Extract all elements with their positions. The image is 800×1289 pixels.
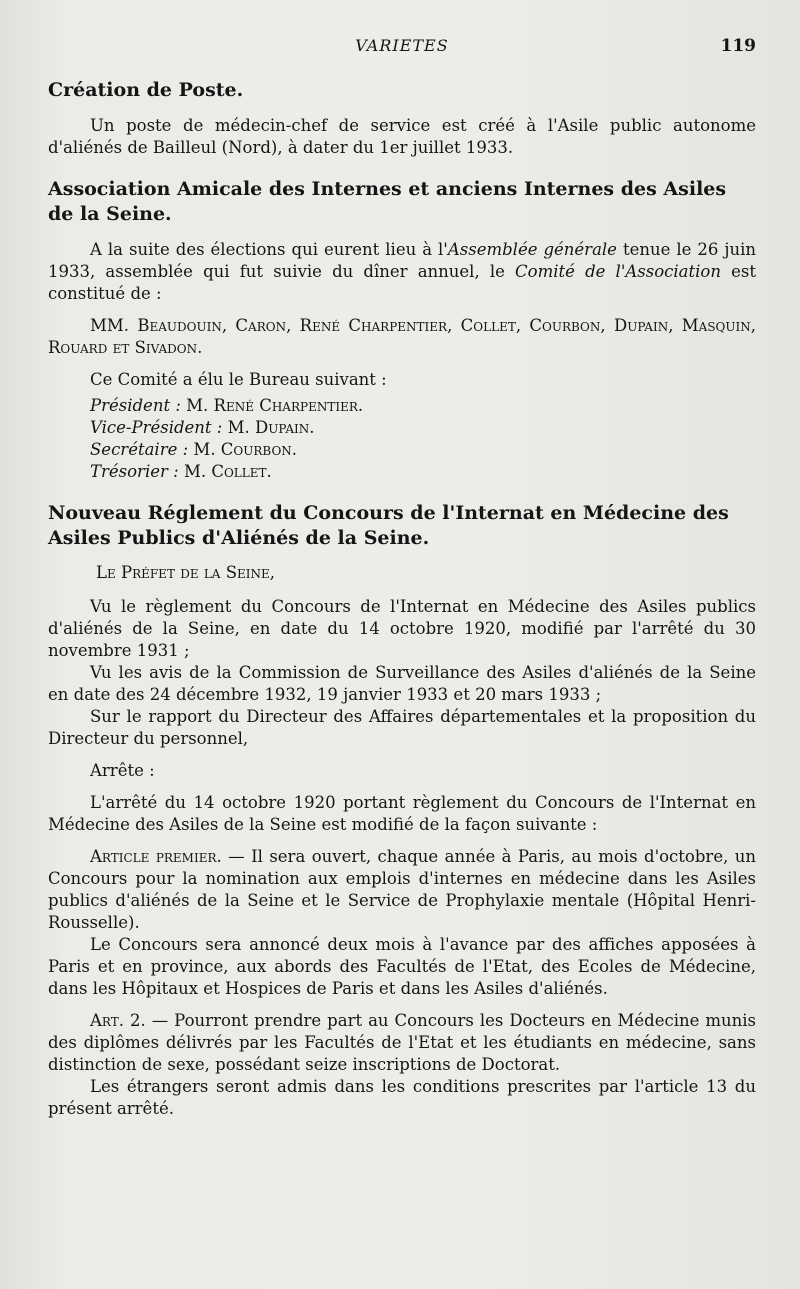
paragraph-rapport: Sur le rapport du Directeur des Affaires départementales et la proposition du Directeur du personnel, — [48, 707, 756, 748]
article-2-label: Art. 2. — [90, 1011, 146, 1030]
article-premier — [48, 846, 756, 934]
article-2 — [48, 1010, 756, 1076]
paragraph-modification: L'arrêté du 14 octobre 1920 portant règlement du Concours de l'Internat en Médecine des Asiles de la Seine est modifié de la façon suivante : — [48, 793, 756, 834]
bureau-entry — [48, 395, 756, 417]
section-title-association: Association Amicale des Internes et anciens Internes des Asiles de la Seine. — [48, 178, 727, 225]
running-title: VARIETES — [355, 36, 449, 55]
prefet-heading: Le Préfet de la Seine, — [96, 563, 276, 582]
bureau-entry — [48, 439, 756, 461]
elections-emphasis-assembly: Assemblée générale — [447, 240, 617, 259]
bureau-role: Vice-Président : — [90, 418, 223, 437]
bureau-name: M. Courbon. — [193, 440, 298, 459]
bureau-role: Trésorier : — [90, 462, 179, 481]
section-title-creation: Création de Poste. — [48, 79, 244, 101]
bureau-intro: Ce Comité a élu le Bureau suivant : — [90, 370, 387, 389]
article-premier-text: — Il sera ouvert, chaque année à Paris, au mois d'octobre, un Concours pour la nomination aux emplois d'internes en médecine dans les Asiles publics d'aliénés de la Seine et le Service de Prophylaxie mentale (Hôpital Henri-Rousselle). — [48, 847, 757, 932]
elections-emphasis-committee: Comité de l'Association — [515, 262, 721, 281]
paragraph-etrangers: Les étrangers seront admis dans les conditions prescrites par l'article 13 du présent arrêté. — [48, 1077, 756, 1118]
paragraph-elections — [48, 239, 756, 305]
bureau-list — [48, 395, 756, 483]
bureau-entry — [48, 461, 756, 483]
running-header — [48, 28, 756, 62]
bureau-name: M. René Charpentier. — [186, 396, 364, 415]
section-title-reglement: Nouveau Réglement du Concours de l'Internat en Médecine des Asiles Publics d'Aliénés de la Seine. — [48, 502, 729, 549]
paragraph-creation: Un poste de médecin-chef de service est créé à l'Asile public autonome d'aliénés de Bailleul (Nord), à dater du 1er juillet 1933. — [48, 116, 756, 157]
paragraph-vu-reglement: Vu le règlement du Concours de l'Internat en Médecine des Asiles publics d'aliénés de la Seine, en date du 14 octobre 1920, modifié par l'arrêté du 30 novembre 1931 ; — [48, 597, 756, 660]
paragraph-vu-avis: Vu les avis de la Commission de Surveillance des Asiles d'aliénés de la Seine en date des 24 décembre 1932, 19 janvier 1933 et 20 mars 1933 ; — [48, 663, 756, 704]
arrete-label: Arrête : — [90, 761, 155, 780]
paragraph-annonce: Le Concours sera annoncé deux mois à l'avance par des affiches apposées à Paris et en province, aux abords des Facultés de l'Etat, des Ecoles de Médecine, dans les Hôpitaux et Hospices de Paris et dans les Asiles d'aliénés. — [48, 935, 756, 998]
article-2-text: — Pourront prendre part au Concours les Docteurs en Médecine munis des diplômes délivrés par les Facultés de l'Etat et les étudiants en médecine, sans distinction de sexe, possédant seize inscriptions de Doctorat. — [48, 1011, 756, 1074]
bureau-entry — [48, 417, 756, 439]
bureau-role: Président : — [90, 396, 181, 415]
article-premier-label: Article premier. — [90, 847, 222, 866]
bureau-name: M. Collet. — [183, 462, 272, 481]
bureau-name: M. Dupain. — [227, 418, 315, 437]
elections-text-c: est constitué de : — [48, 262, 756, 303]
elections-text-b: tenue le 26 juin 1933, assemblée qui fut suivie du dîner annuel, le — [48, 240, 757, 281]
elections-text-a: A la suite des élections qui eurent lieu à l' — [90, 240, 448, 259]
page-number: 119 — [720, 36, 756, 56]
bureau-role: Secrétaire : — [90, 440, 189, 459]
committee-members: MM. Beaudouin, Caron, René Charpentier, Collet, Courbon, Dupain, Masquin, Rouard et Sivadon. — [48, 316, 756, 357]
